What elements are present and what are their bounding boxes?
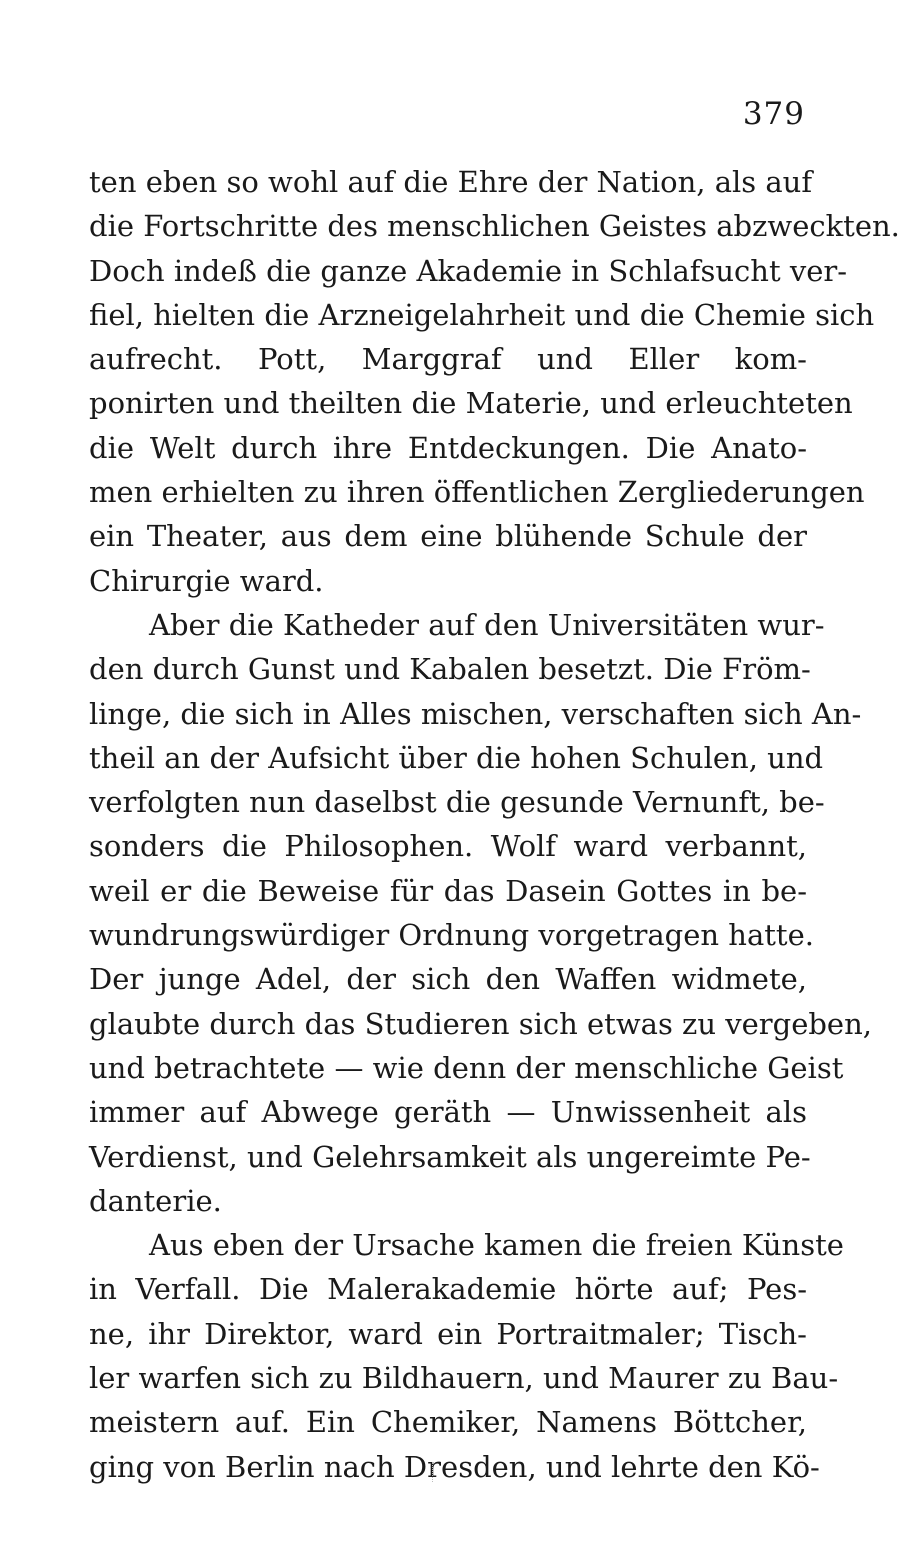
text-line: Aus eben der Ursache kamen die freien Künste [149,1228,844,1263]
page-number: 379 [742,96,805,132]
text-line: und betrachtete — wie denn der menschliche Geist [89,1050,844,1085]
text-line: den durch Gunst und Kabalen besetzt. Die Fröm- [89,652,811,687]
text-line: aufrecht. Pott, Marggraf und Eller kom- [89,342,807,377]
text-line: ein Theater, aus dem eine blühende Schule der [89,519,807,554]
text-line: glaubte durch das Studieren sich etwas zu vergeben, [89,1006,872,1041]
text-line: ponirten und theilten die Materie, und erleuchteten [89,386,853,421]
text-line: wundrungswürdiger Ordnung vorgetragen hatte. [89,918,814,953]
text-line: linge, die sich in Alles mischen, verschaften sich An- [89,696,862,731]
text-line: men erhielten zu ihren öffentlichen Zergliederungen [89,475,865,510]
body-text [89,160,900,1489]
paragraph [89,603,872,1223]
paper-mark [432,1462,435,1482]
text-line: ten eben so wohl auf die Ehre der Nation, als auf [89,165,813,199]
text-line: immer auf Abwege geräth — Unwissenheit als [89,1095,807,1130]
text-line: ler warfen sich zu Bildhauern, und Maurer zu Bau- [89,1361,839,1396]
paragraph [89,1223,844,1489]
text-line: Verdienst, und Gelehrsamkeit als ungereimte Pe- [89,1139,811,1174]
text-line: Der junge Adel, der sich den Waffen widmete, [89,962,807,997]
text-line: fiel, hielten die Arzneigelahrheit und die Chemie sich [89,297,875,332]
text-line: theil an der Aufsicht über die hohen Schulen, und [89,740,824,775]
text-line: weil er die Beweise für das Dasein Gottes in be- [89,873,807,908]
text-line: Aber die Katheder auf den Universitäten wur- [149,607,825,642]
text-line: ging von Berlin nach Dresden, und lehrte den Kö- [89,1449,820,1484]
text-line: die Fortschritte des menschlichen Geistes abzweckten. [89,209,900,244]
text-line: ne, ihr Direktor, ward ein Portraitmaler; Tisch- [89,1316,807,1351]
text-line: Chirurgie ward. [89,563,324,598]
text-line: meistern auf. Ein Chemiker, Namens Böttcher, [89,1405,807,1440]
text-line: verfolgten nun daselbst die gesunde Vernunft, be- [89,785,825,820]
text-line: die Welt durch ihre Entdeckungen. Die Anato- [89,430,807,465]
text-line: in Verfall. Die Malerakademie hörte auf; Pes- [89,1272,807,1307]
text-line: danterie. [89,1183,222,1218]
text-line: Doch indeß die ganze Akademie in Schlafsucht ver- [89,253,848,288]
paragraph [89,160,900,603]
text-line: sonders die Philosophen. Wolf ward verbannt, [89,829,807,864]
